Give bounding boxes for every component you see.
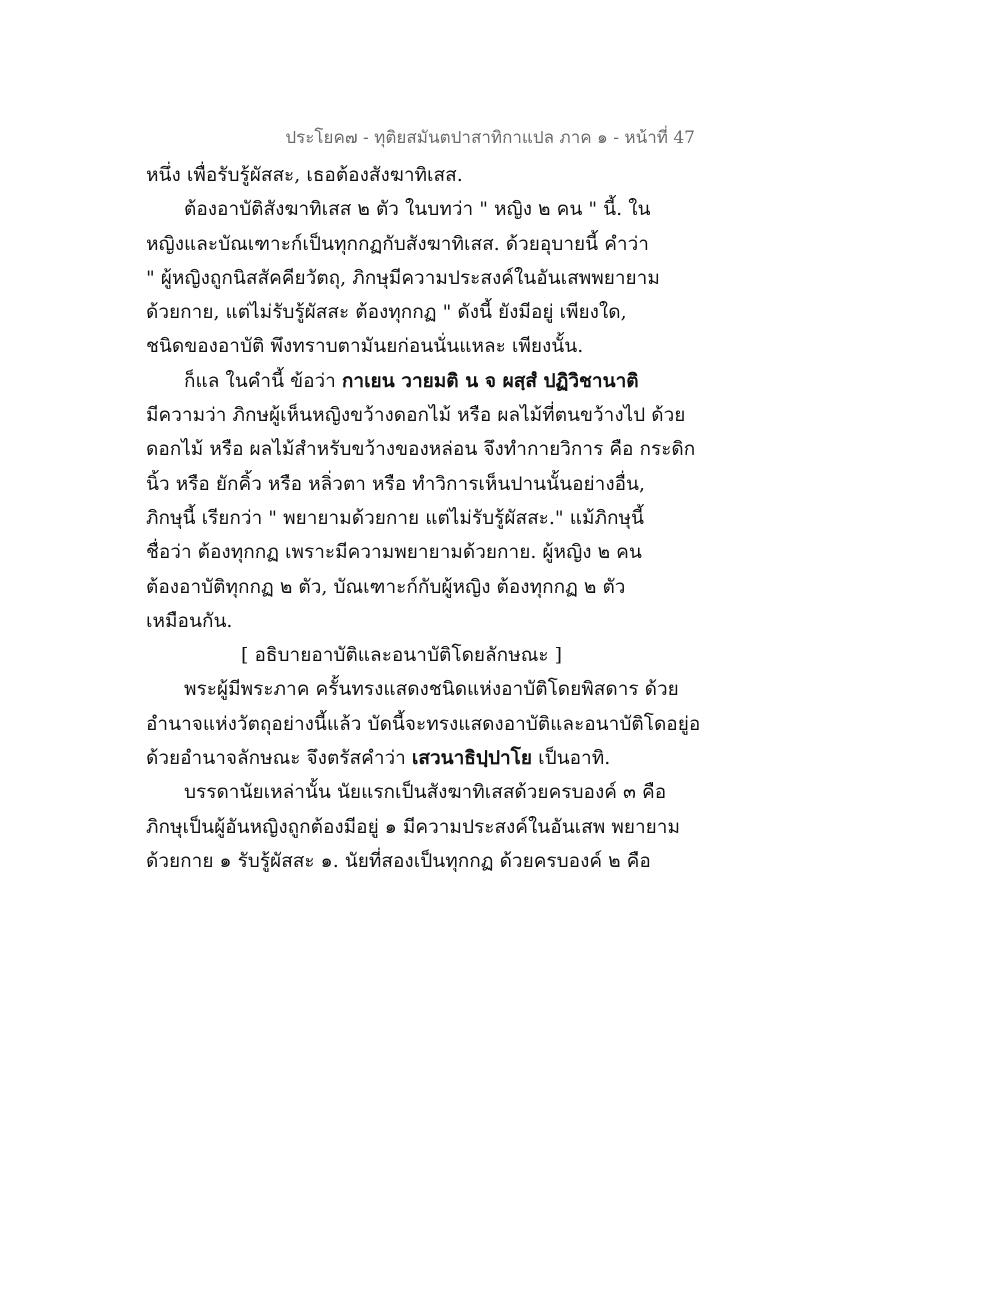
pali-term: เสวนาธิปฺปาโย	[411, 747, 533, 770]
text-line: ภิกษุนี้ เรียกว่า " พยายามด้วยกาย แต่ไม่รับรู้ผัสสะ." แม้ภิกษุนี้	[146, 506, 645, 529]
text-line: ดอกไม้ หรือ ผลไม้สำหรับขว้างของหล่อน จึงทำกายวิการ คือ กระดิก	[146, 438, 696, 461]
document-body	[146, 158, 706, 878]
text-line	[146, 741, 706, 775]
text-line: มีความว่า ภิกษผู้เห็นหญิงขว้างดอกไม้ หรือ ผลไม้ที่ตนขว้างไป ด้วย	[146, 404, 686, 427]
paragraph-line	[146, 364, 706, 398]
text-line: ชนิดของอาบัติ พึงทราบตามันยก่อนนั่นแหละ เพียงนั้น.	[146, 335, 584, 358]
pali-term: กาเยน วายมติ น จ ผสฺสํ ปฏิวิชานาติ	[341, 369, 639, 392]
paragraph-line: พระผู้มีพระภาค ครั้นทรงแสดงชนิดแห่งอาบัติโดยพิสดาร ด้วย	[184, 678, 679, 701]
text-line: หนึ่ง เพื่อรับรู้ผัสสะ, เธอต้องสังฆาทิเสส.	[146, 164, 463, 186]
text-line: อำนาจแห่งวัตถุอย่างนี้แล้ว บัดนี้จะทรงแสดงอาบัติและอนาบัติโดอยู่อ	[146, 712, 701, 735]
text-run: ก็แล ในคำนี้ ข้อว่า	[184, 369, 342, 392]
text-line: ภิกษุเป็นผู้อันหญิงถูกต้องมีอยู่ ๑ มีความประสงค์ในอันเสพ พยายาม	[146, 815, 680, 838]
text-line: ด้วยกาย ๑ รับรู้ผัสสะ ๑. นัยที่สองเป็นทุกกฏ ด้วยครบองค์ ๒ คือ	[146, 849, 651, 872]
text-line: " ผู้หญิงถูกนิสสัคคียวัตถุ, ภิกษุมีความประสงค์ในอันเสพพยายาม	[146, 266, 660, 289]
text-line: ต้องอาบัติทุกกฏ ๒ ตัว, บัณเฑาะก์กับผู้หญิง ต้องทุกกฏ ๒ ตัว	[146, 575, 626, 598]
section-heading: [ อธิบายอาบัติและอนาบัติโดยลักษณะ ]	[241, 644, 562, 667]
paragraph-line: ต้องอาบัติสังฆาทิเสส ๒ ตัว ในบทว่า " หญิง ๒ คน " นี้. ใน	[184, 198, 651, 221]
text-line: ด้วยกาย, แต่ไม่รับรู้ผัสสะ ต้องทุกกฏ " ดังนี้ ยังมีอยู่ เพียงใด,	[146, 301, 627, 324]
page-running-header: ประโยค๗ - ทุติยสมันตปาสาทิกาแปล ภาค ๑ - หน้าที่ 47	[285, 128, 695, 148]
text-line: ชื่อว่า ต้องทุกกฏ เพราะมีความพยายามด้วยกาย. ผู้หญิง ๒ คน	[146, 541, 642, 564]
paragraph-line: บรรดานัยเหล่านั้น นัยแรกเป็นสังฆาทิเสสด้วยครบองค์ ๓ คือ	[184, 781, 667, 804]
text-run: เป็นอาทิ.	[532, 747, 611, 770]
text-run: ด้วยอำนาจลักษณะ จึงตรัสคำว่า	[146, 747, 412, 770]
text-line: นิ้ว หรือ ยักคิ้ว หรือ หลิ่วตา หรือ ทำวิการเห็นปานนั้นอย่างอื่น,	[146, 472, 646, 495]
text-line: หญิงและบัณเฑาะก์เป็นทุกกฏกับสังฆาทิเสส. ด้วยอุบายนี้ คำว่า	[146, 232, 649, 255]
text-line: เหมือนกัน.	[146, 609, 233, 632]
